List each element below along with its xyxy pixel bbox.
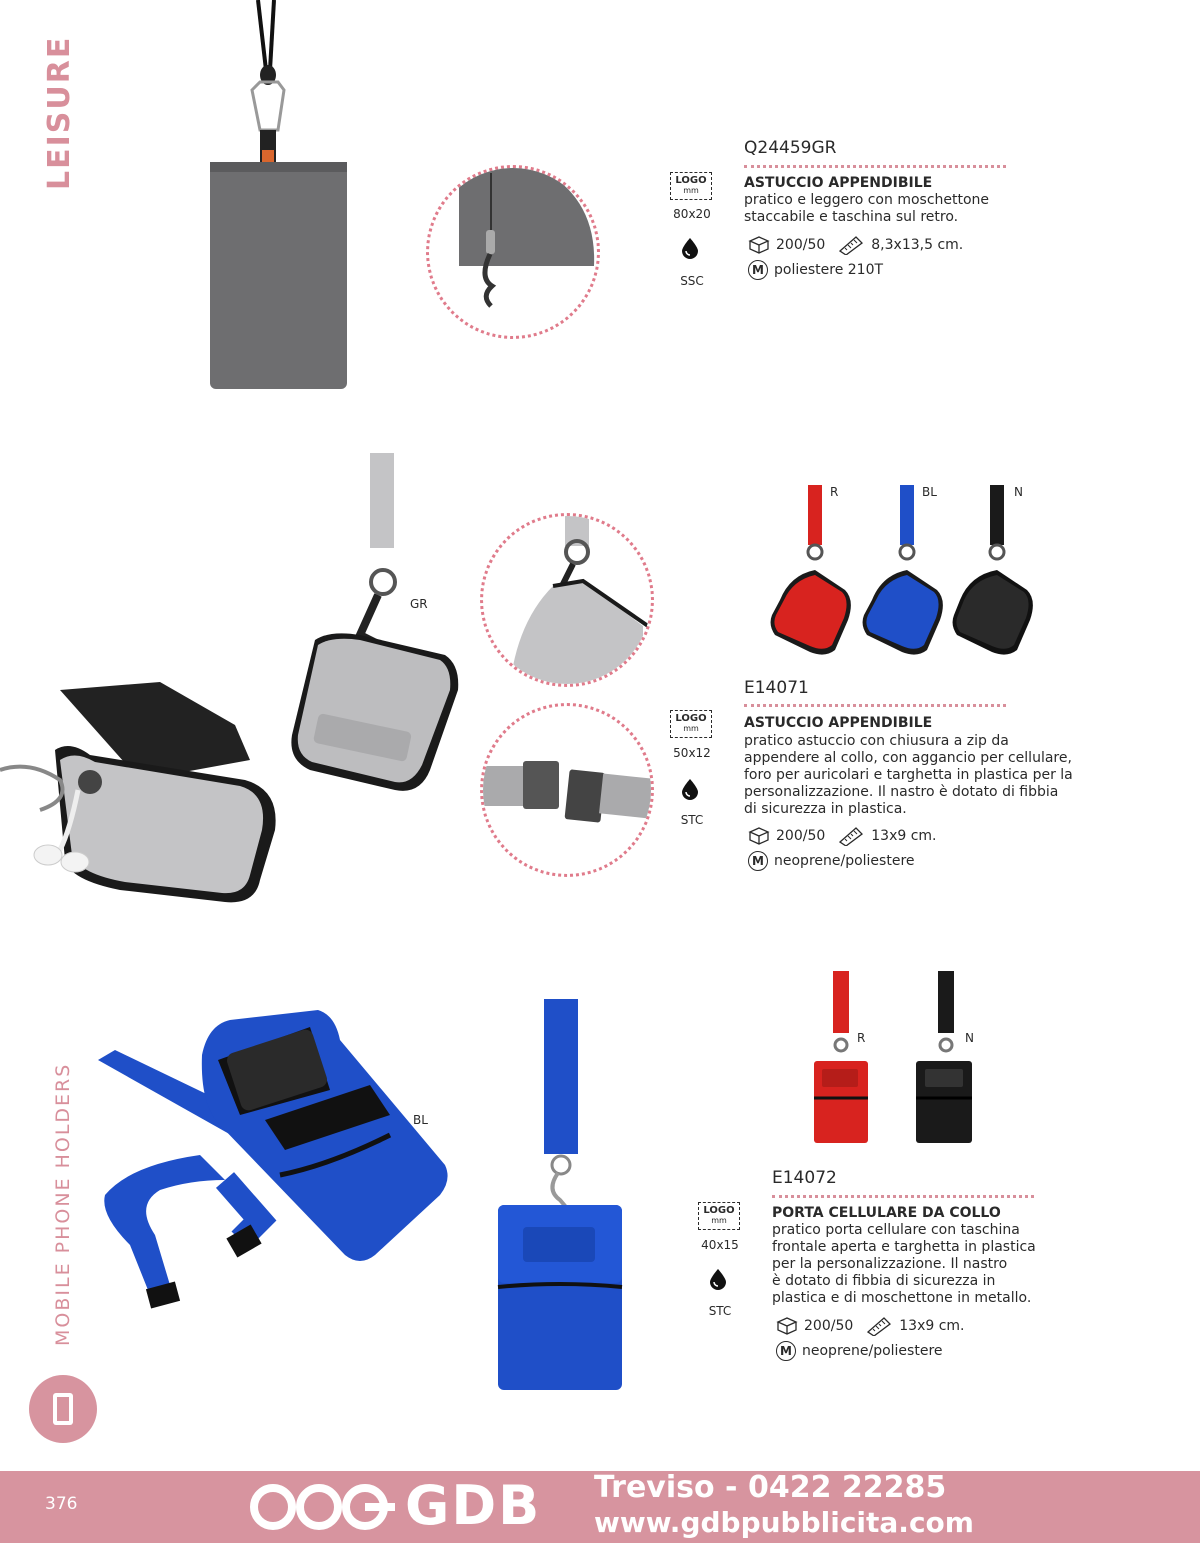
material-icon: M <box>748 260 768 280</box>
technique-label: SSC <box>680 274 704 288</box>
logo-badge <box>698 1202 740 1230</box>
ruler-icon <box>837 826 865 846</box>
color-label: BL <box>922 485 937 499</box>
logo-size: 80x20 <box>673 207 711 221</box>
detail-circle-zip <box>426 165 600 339</box>
ruler-icon <box>865 1316 893 1336</box>
page-number: 376 <box>45 1494 78 1514</box>
logo-size: 50x12 <box>673 746 711 760</box>
box-icon <box>748 826 770 846</box>
drop-icon <box>680 778 700 805</box>
size-value: 13x9 cm. <box>899 1318 965 1334</box>
product-image-q24459gr <box>200 0 360 395</box>
brand-name: GDB <box>405 1474 542 1537</box>
logo-unit: mm <box>683 724 699 733</box>
pack-quantity: 200/50 <box>776 237 826 253</box>
description-line: pratico porta cellulare con taschina <box>772 1222 1020 1238</box>
description-line: staccabile e taschina sul retro. <box>744 209 959 225</box>
logo-unit: mm <box>683 186 699 195</box>
logo-badge <box>670 710 712 738</box>
product-image-e14072-open <box>90 1005 460 1325</box>
pack-quantity: 200/50 <box>804 1318 854 1334</box>
description-line: pratico astuccio con chiusura a zip da <box>744 733 1009 749</box>
spec-row <box>776 1316 965 1336</box>
divider <box>744 704 1006 707</box>
color-variants-e14071 <box>760 480 1050 665</box>
material-value: poliestere 210T <box>774 262 884 278</box>
section-label-leisure: LEISURE <box>42 35 77 190</box>
logo-badge <box>670 172 712 200</box>
logo-label: LOGO <box>703 1205 735 1216</box>
logo-size: 40x15 <box>701 1238 739 1252</box>
description-line: è dotato di fibbia di sicurezza in <box>772 1273 996 1289</box>
footer-bar <box>0 1471 1200 1543</box>
description-line: plastica e di moschettone in metallo. <box>772 1290 1032 1306</box>
logo-label: LOGO <box>675 713 707 724</box>
description-line: per la personalizzazione. Il nastro <box>772 1256 1008 1272</box>
detail-circle-buckle <box>480 703 654 877</box>
pack-quantity: 200/50 <box>776 828 826 844</box>
product-image-e14072 <box>490 995 630 1395</box>
size-value: 8,3x13,5 cm. <box>871 237 964 253</box>
website-link[interactable]: www.gdbpubblicita.com <box>594 1506 974 1539</box>
material-value: neoprene/poliestere <box>802 1343 943 1359</box>
detail-circle-ring <box>480 513 654 687</box>
product-title: ASTUCCIO APPENDIBILE <box>744 715 933 731</box>
box-icon <box>748 235 770 255</box>
box-icon <box>776 1316 798 1336</box>
color-variants-e14072 <box>800 965 1000 1150</box>
description-line: pratico e leggero con moschettone <box>744 192 990 208</box>
category-label: MOBILE PHONE HOLDERS <box>52 1062 74 1346</box>
gdb-logo-icon <box>247 1481 397 1538</box>
description-line: appendere al collo, con aggancio per cellulare, <box>744 750 1072 766</box>
product-description <box>744 733 1073 818</box>
city-phone: Treviso - 0422 22285 <box>594 1470 947 1505</box>
color-label: R <box>830 485 839 499</box>
color-label: N <box>1014 485 1023 499</box>
technique-label: STC <box>680 813 704 827</box>
description-line: frontale aperta e targhetta in plastica <box>772 1239 1036 1255</box>
material-icon: M <box>748 851 768 871</box>
divider <box>744 165 1006 168</box>
product-image-e14071 <box>0 450 470 920</box>
material-row <box>748 260 883 280</box>
logo-label: LOGO <box>675 175 707 186</box>
product-title: PORTA CELLULARE DA COLLO <box>772 1205 1001 1221</box>
ruler-icon <box>837 235 865 255</box>
technique-label: STC <box>708 1304 732 1318</box>
color-label-main: BL <box>413 1113 428 1127</box>
product-title: ASTUCCIO APPENDIBILE <box>744 175 933 191</box>
material-row <box>748 851 915 871</box>
product-code: E14071 <box>744 678 809 698</box>
product-description <box>744 192 989 226</box>
spec-row <box>748 826 937 846</box>
size-value: 13x9 cm. <box>871 828 937 844</box>
drop-icon <box>680 237 700 264</box>
color-label-main: GR <box>410 597 428 611</box>
product-code: E14072 <box>772 1168 837 1188</box>
description-line: personalizzazione. Il nastro è dotato di fibbia <box>744 784 1059 800</box>
logo-unit: mm <box>711 1216 727 1225</box>
description-line: di sicurezza in plastica. <box>744 801 907 817</box>
material-icon: M <box>776 1341 796 1361</box>
color-label: N <box>965 1031 974 1045</box>
material-row <box>776 1341 943 1361</box>
spec-row <box>748 235 963 255</box>
drop-icon <box>708 1268 728 1295</box>
material-value: neoprene/poliestere <box>774 853 915 869</box>
phone-category-icon <box>29 1375 97 1443</box>
product-code: Q24459GR <box>744 138 837 158</box>
description-line: foro per auricolari e targhetta in plastica per la <box>744 767 1073 783</box>
product-description <box>772 1222 1036 1307</box>
color-label: R <box>857 1031 866 1045</box>
divider <box>772 1195 1034 1198</box>
